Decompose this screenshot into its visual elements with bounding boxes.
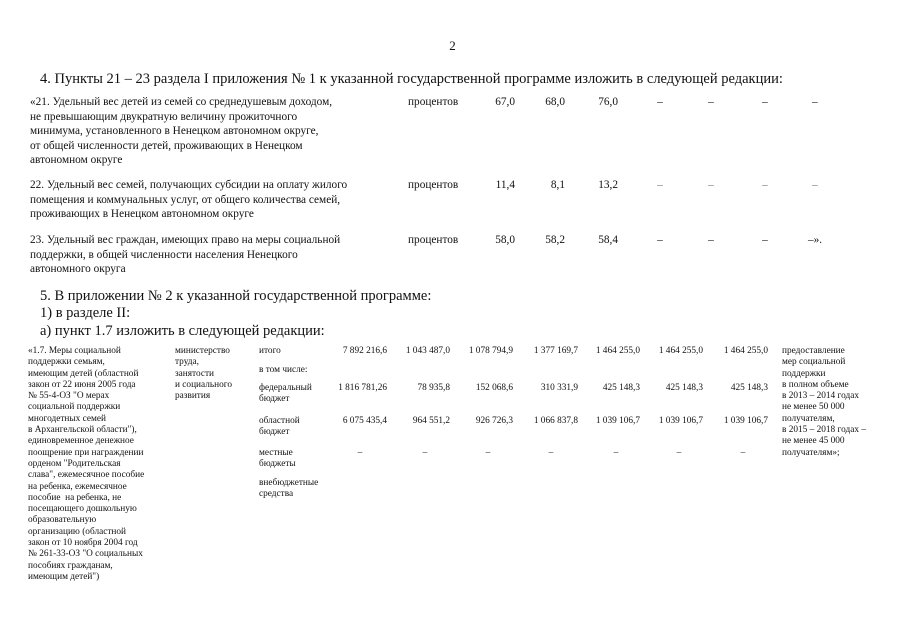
indicator-unit: процентов [408,234,459,246]
indicator-value: –». [808,234,823,246]
indicator-value: – [812,96,818,108]
funding-value: 425 148,3 [602,383,640,393]
indicator-value: 76,0 [598,96,618,108]
indicator-name: «21. Удельный вес детей из семей со среднедушевым доходом, не превышающим двукратную величину прожиточного минимума, установленного в Ненецком автономном округе, от общей численности детей, проживающих в Ненецком автономном округе [30,96,333,167]
funding-value: – [357,448,363,458]
funding-value: 1 078 794,9 [468,346,513,356]
indicator-value: – [762,234,768,246]
indicator-unit: процентов [408,96,459,108]
indicator-value: 68,0 [545,96,565,108]
funding-value: 1 464 255,0 [723,346,768,356]
indicator-value: – [708,179,714,191]
indicator-value: – [708,96,714,108]
indicator-value: – [812,179,818,191]
funding-value: 1 066 837,8 [533,416,578,426]
source-local-label: местные бюджеты [259,448,296,470]
funding-value: 1 377 169,7 [533,346,578,356]
item5-line1: 5. В приложении № 2 к указанной государственной программе: [40,288,432,304]
indicator-value: – [708,234,714,246]
funding-value: 1 039 106,7 [723,416,768,426]
item5-line3: а) пункт 1.7 изложить в следующей редакции: [40,323,325,339]
funding-value: 1 039 106,7 [595,416,640,426]
funding-value: 425 148,3 [665,383,703,393]
funding-value: 152 068,6 [475,383,513,393]
funding-value: 310 331,9 [540,383,578,393]
expected-result: предоставление мер социальной поддержки в полном объеме в 2013 – 2014 годах не менее 50 000 получателям, в 2015 – 2018 годах – не менее 45 000 получателям»; [782,346,866,458]
funding-value: 1 816 781,26 [338,383,387,393]
indicator-unit: процентов [408,179,459,191]
funding-value: – [422,448,428,458]
item4-heading: 4. Пункты 21 – 23 раздела I приложения № 1 к указанной государственной программе изложить в следующей редакции: [40,71,783,87]
indicator-value: – [762,179,768,191]
indicator-value: – [657,96,663,108]
funding-value: – [676,448,682,458]
indicator-value: – [762,96,768,108]
funding-value: 964 551,2 [412,416,450,426]
source-regional-label: областной бюджет [259,416,300,438]
indicator-value: 58,0 [495,234,515,246]
indicator-value: – [657,179,663,191]
page-number: 2 [449,38,456,53]
funding-value: – [613,448,619,458]
funding-value: 7 892 216,6 [342,346,387,356]
funding-value: 1 043 487,0 [405,346,450,356]
indicator-name: 22. Удельный вес семей, получающих субсидии на оплату жилого помещения и коммунальных услуг, от общего количества семей, проживающих в Ненецком автономном округе [30,179,348,221]
source-total-label: итого [259,346,281,356]
item5-line2: 1) в разделе II: [40,305,131,321]
funding-value: 926 726,3 [475,416,513,426]
source-extra-label: внебюджетные средства [259,478,319,500]
measure-description: «1.7. Меры социальной поддержки семьям, имеющим детей (областной закон от 22 июня 2005 года № 55-4-ОЗ "О мерах социальной поддержки многодетных семей в Архангельской области"), единовременное денежное поощрение при награждении орденом "Родительская слава", ежемесячное пособие на ребенка, ежемесячное пособие на ребенка, не посещающего дошкольную образовательную организацию (областной закон от 10 ноября 2004 год № 261-33-ОЗ "О социальных пособиях гражданам, имеющим детей") [28,346,145,582]
funding-value: 78 935,8 [417,383,450,393]
indicator-value: – [657,234,663,246]
indicator-value: 8,1 [550,179,565,191]
indicator-value: 58,4 [598,234,618,246]
indicator-value: 58,2 [545,234,565,246]
funding-value: – [548,448,554,458]
funding-value: – [485,448,491,458]
indicator-value: 67,0 [495,96,515,108]
source-federal-label: федеральный бюджет [259,383,312,405]
indicator-value: 11,4 [495,179,515,191]
funding-value: 1 464 255,0 [658,346,703,356]
funding-value: – [740,448,746,458]
measure-executor: министерство труда, занятости и социального развития [175,346,232,402]
funding-value: 1 039 106,7 [658,416,703,426]
funding-value: 1 464 255,0 [595,346,640,356]
funding-value: 6 075 435,4 [342,416,387,426]
indicator-name: 23. Удельный вес граждан, имеющих право на меры социальной поддержки, в общей численности населения Ненецкого автономного округа [30,234,341,276]
funding-value: 425 148,3 [730,383,768,393]
source-including-label: в том числе: [259,365,308,375]
indicator-value: 13,2 [598,179,618,191]
